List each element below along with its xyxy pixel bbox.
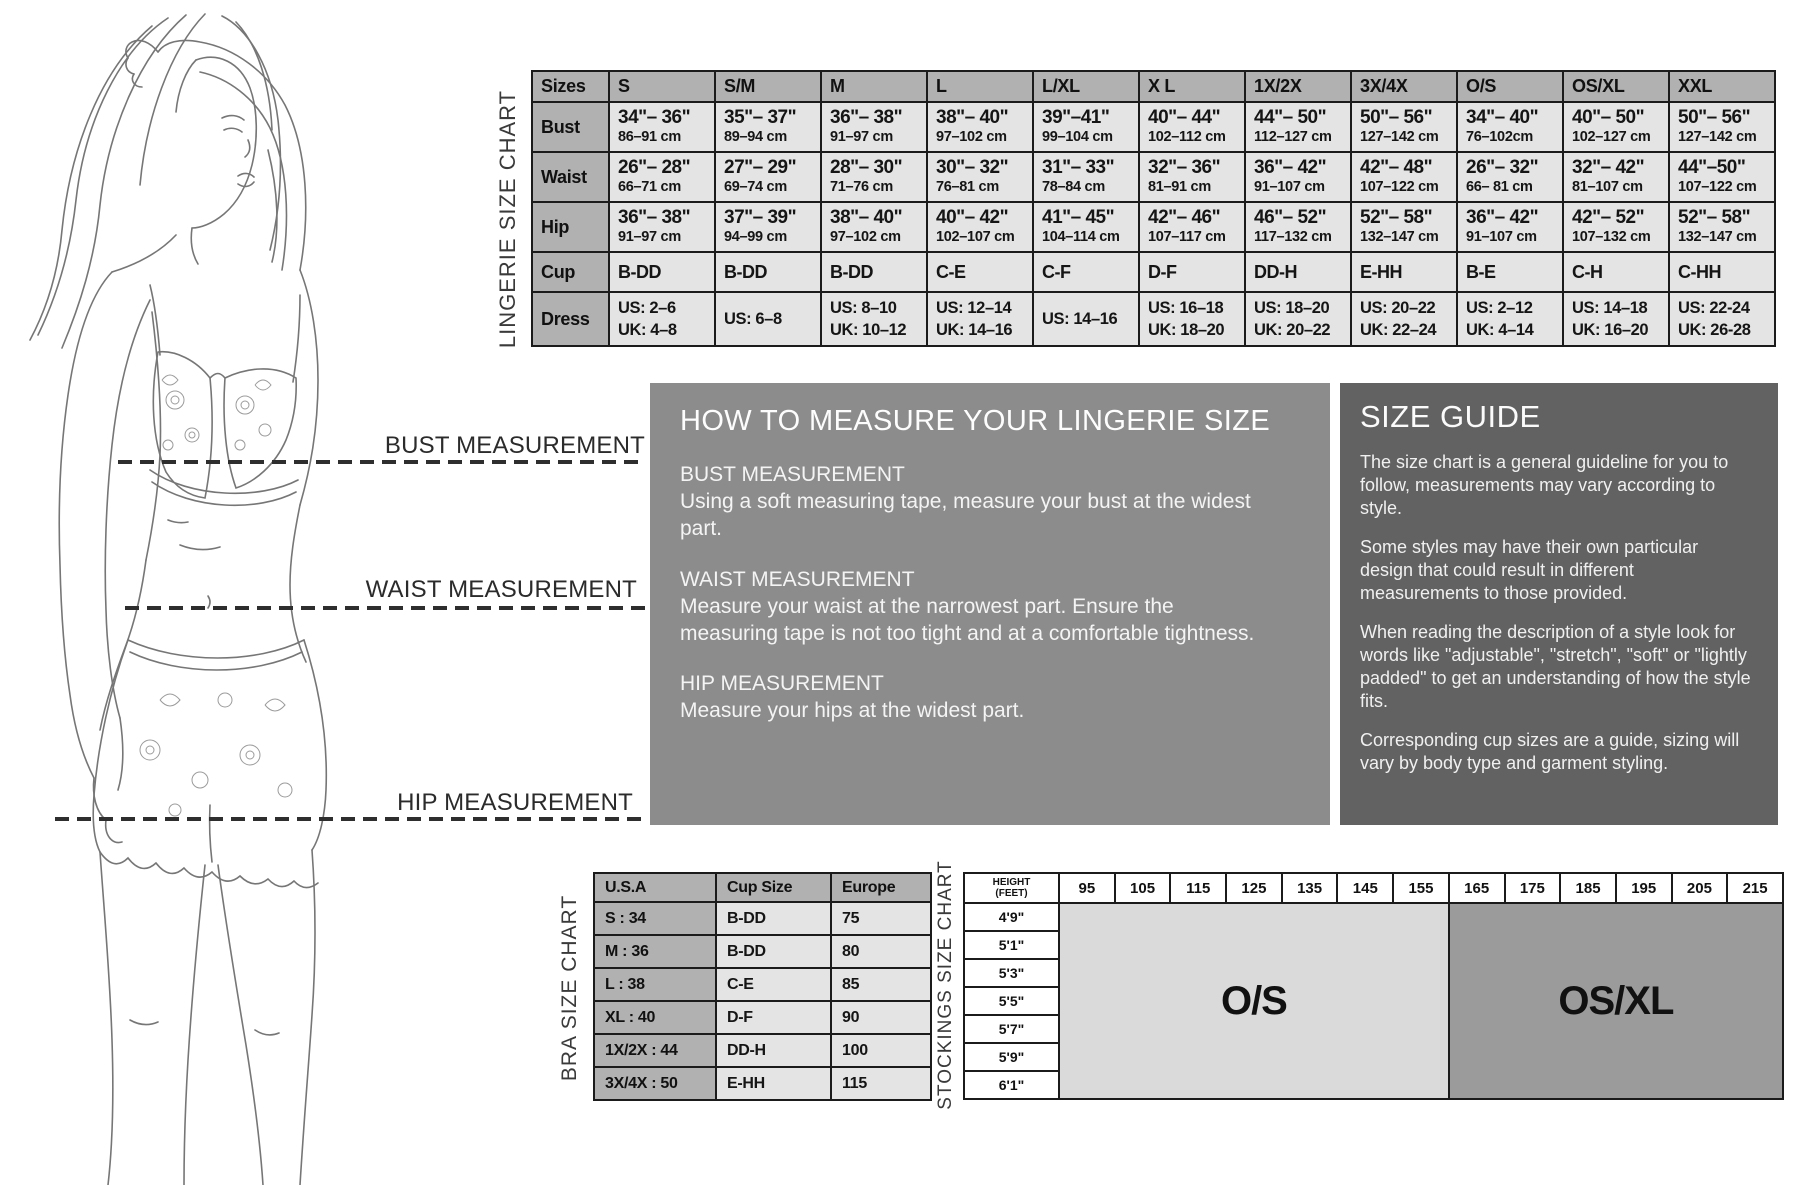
size-cell: 36"– 38" 91–97 cm — [609, 202, 715, 252]
size-cell: 32"– 36" 81–91 cm — [1139, 152, 1245, 202]
bra-row — [594, 1034, 931, 1067]
bra-europe-cell: 90 — [831, 1001, 931, 1034]
measure-section-hip — [680, 672, 1300, 724]
table-header-row — [532, 71, 1775, 102]
size-cell: 36"– 42" 91–107 cm — [1457, 202, 1563, 252]
size-column-header: S/M — [715, 71, 821, 102]
size-column-header: M — [821, 71, 927, 102]
height-label: 5'3" — [964, 959, 1059, 987]
size-guide-paragraph: When reading the description of a style look for words like "adjustable", "stretch", "soft" or "lightly padded" to get an understanding of how the style fits. — [1360, 622, 1751, 712]
bra-europe-cell: 80 — [831, 935, 931, 968]
size-column-header: OS/XL — [1563, 71, 1669, 102]
measure-section-body: Using a soft measuring tape, measure your bust at the widest part. — [680, 490, 1251, 541]
bra-size-table — [593, 872, 932, 1101]
bra-cup-cell: E-HH — [716, 1067, 831, 1100]
size-cell: B-DD — [821, 252, 927, 292]
corner-cell: Sizes — [532, 71, 609, 102]
size-cell: US: 2–12 UK: 4–14 — [1457, 292, 1563, 346]
size-cell: US: 14–16 — [1033, 292, 1139, 346]
size-cell: D-F — [1139, 252, 1245, 292]
size-column-header: S — [609, 71, 715, 102]
size-cell: 32"– 42" 81–107 cm — [1563, 152, 1669, 202]
size-cell: 31"– 33" 78–84 cm — [1033, 152, 1139, 202]
stocking-col-header: 205 — [1672, 873, 1728, 903]
size-cell: 36"– 42" 91–107 cm — [1245, 152, 1351, 202]
size-cell: B-DD — [609, 252, 715, 292]
size-cell: 44"– 50" 112–127 cm — [1245, 102, 1351, 152]
height-label: 5'1" — [964, 931, 1059, 959]
bra-usa-cell: XL : 40 — [594, 1001, 716, 1034]
measure-section-bust — [680, 463, 1300, 543]
size-cell: 44"–50" 107–122 cm — [1669, 152, 1775, 202]
size-cell: US: 14–18 UK: 16–20 — [1563, 292, 1669, 346]
bra-col-header: U.S.A — [594, 873, 716, 902]
size-guide-panel — [1340, 383, 1778, 825]
size-cell: 40"– 42" 102–107 cm — [927, 202, 1033, 252]
size-cell: 38"– 40" 97–102 cm — [927, 102, 1033, 152]
bra-usa-cell: S : 34 — [594, 902, 716, 935]
stockings-header-row — [964, 873, 1783, 903]
row-label: Bust — [532, 102, 609, 152]
measure-section-waist — [680, 568, 1300, 648]
row-label: Cup — [532, 252, 609, 292]
table-row — [532, 252, 1775, 292]
size-cell: 50"– 56" 127–142 cm — [1351, 102, 1457, 152]
region-osxl: OS/XL — [1449, 903, 1783, 1099]
size-cell: DD-H — [1245, 252, 1351, 292]
height-feet-header: HEIGHT (FEET) — [964, 873, 1059, 903]
stocking-col-header: 145 — [1337, 873, 1393, 903]
stocking-col-header: 155 — [1393, 873, 1449, 903]
bra-row — [594, 968, 931, 1001]
bra-cup-cell: D-F — [716, 1001, 831, 1034]
stocking-col-header: 125 — [1226, 873, 1282, 903]
stocking-col-header: 175 — [1505, 873, 1561, 903]
bra-row — [594, 902, 931, 935]
height-label: 5'7" — [964, 1015, 1059, 1043]
bust-dashed-line — [118, 460, 645, 464]
size-cell: 27"– 29" 69–74 cm — [715, 152, 821, 202]
stockings-size-table — [963, 872, 1784, 1100]
size-cell: US: 18–20 UK: 20–22 — [1245, 292, 1351, 346]
size-cell: 26"– 28" 66–71 cm — [609, 152, 715, 202]
size-cell: 26"– 32" 66– 81 cm — [1457, 152, 1563, 202]
size-cell: C-HH — [1669, 252, 1775, 292]
bra-col-header: Cup Size — [716, 873, 831, 902]
size-cell: US: 16–18 UK: 18–20 — [1139, 292, 1245, 346]
table-row — [532, 292, 1775, 346]
how-to-measure-panel — [650, 383, 1330, 825]
bra-row — [594, 1001, 931, 1034]
stocking-col-header: 185 — [1560, 873, 1616, 903]
size-cell: 36"– 38" 91–97 cm — [821, 102, 927, 152]
lingerie-chart-vertical-label: LINGERIE SIZE CHART — [495, 89, 520, 349]
size-cell: 39"–41" 99–104 cm — [1033, 102, 1139, 152]
bra-row — [594, 935, 931, 968]
bra-europe-cell: 75 — [831, 902, 931, 935]
bra-header-row — [594, 873, 931, 902]
stocking-col-header: 115 — [1170, 873, 1226, 903]
waist-measurement-callout: WAIST MEASUREMENT — [365, 576, 637, 603]
bra-europe-cell: 85 — [831, 968, 931, 1001]
bra-chart-vertical-label: BRA SIZE CHART — [558, 894, 581, 1082]
size-cell: 50"– 56" 127–142 cm — [1669, 102, 1775, 152]
size-guide-paragraph: The size chart is a general guideline for you to follow, measurements may vary according to style. — [1360, 452, 1729, 519]
size-guide-paragraph: Some styles may have their own particular design that could result in different measurements to those provided. — [1360, 537, 1699, 604]
size-cell: 42"– 48" 107–122 cm — [1351, 152, 1457, 202]
size-cell: B-E — [1457, 252, 1563, 292]
bra-cup-cell: B-DD — [716, 902, 831, 935]
size-cell: 34"– 36" 86–91 cm — [609, 102, 715, 152]
region-os: O/S — [1059, 903, 1449, 1099]
size-guide-title: SIZE GUIDE — [1360, 399, 1541, 434]
size-cell: 42"– 46" 107–117 cm — [1139, 202, 1245, 252]
height-label: 5'5" — [964, 987, 1059, 1015]
measure-section-body: Measure your waist at the narrowest part. Ensure the measuring tape is not too tight and at a comfortable tightness. — [680, 594, 1255, 645]
measure-section-heading: BUST MEASUREMENT — [680, 463, 905, 486]
bra-cup-cell: DD-H — [716, 1034, 831, 1067]
size-cell: C-E — [927, 252, 1033, 292]
size-cell: 34"– 40" 76–102cm — [1457, 102, 1563, 152]
lingerie-size-table — [531, 70, 1776, 347]
bust-measurement-callout: BUST MEASUREMENT — [384, 432, 645, 459]
size-cell: C-F — [1033, 252, 1139, 292]
height-label: 4'9" — [964, 903, 1059, 931]
size-guide-paragraph: Corresponding cup sizes are a guide, sizing will vary by body type and garment styling. — [1360, 730, 1740, 774]
size-cell: US: 20–22 UK: 22–24 — [1351, 292, 1457, 346]
how-to-measure-title: HOW TO MEASURE YOUR LINGERIE SIZE — [680, 405, 1271, 437]
size-cell: 38"– 40" 97–102 cm — [821, 202, 927, 252]
size-cell: 28"– 30" 71–76 cm — [821, 152, 927, 202]
size-cell: 40"– 44" 102–112 cm — [1139, 102, 1245, 152]
size-cell: US: 22-24 UK: 26-28 — [1669, 292, 1775, 346]
stockings-row — [964, 903, 1783, 931]
row-label: Dress — [532, 292, 609, 346]
waist-dashed-line — [125, 606, 645, 610]
measure-section-body: Measure your hips at the widest part. — [680, 699, 1025, 723]
size-cell: C-H — [1563, 252, 1669, 292]
stocking-col-header: 215 — [1727, 873, 1783, 903]
bra-cup-cell: C-E — [716, 968, 831, 1001]
size-cell: 46"– 52" 117–132 cm — [1245, 202, 1351, 252]
table-row — [532, 152, 1775, 202]
bra-usa-cell: L : 38 — [594, 968, 716, 1001]
table-row — [532, 202, 1775, 252]
size-cell: US: 12–14 UK: 14–16 — [927, 292, 1033, 346]
size-column-header: XXL — [1669, 71, 1775, 102]
size-cell: US: 6–8 — [715, 292, 821, 346]
bra-europe-cell: 115 — [831, 1067, 931, 1100]
measure-section-heading: WAIST MEASUREMENT — [680, 567, 915, 591]
measure-section-heading: HIP MEASUREMENT — [680, 672, 884, 696]
size-cell: 37"– 39" 94–99 cm — [715, 202, 821, 252]
size-cell: 35"– 37" 89–94 cm — [715, 102, 821, 152]
bra-cup-cell: B-DD — [716, 935, 831, 968]
size-cell: 42"– 52" 107–132 cm — [1563, 202, 1669, 252]
size-column-header: X L — [1139, 71, 1245, 102]
size-column-header: L/XL — [1033, 71, 1139, 102]
size-cell: US: 8–10 UK: 10–12 — [821, 292, 927, 346]
bra-col-header: Europe — [831, 873, 931, 902]
hip-measurement-callout: HIP MEASUREMENT — [397, 789, 633, 816]
size-cell: 30"– 32" 76–81 cm — [927, 152, 1033, 202]
row-label: Waist — [532, 152, 609, 202]
stocking-col-header: 95 — [1059, 873, 1115, 903]
stocking-col-header: 165 — [1449, 873, 1505, 903]
size-cell: 41"– 45" 104–114 cm — [1033, 202, 1139, 252]
bra-usa-cell: M : 36 — [594, 935, 716, 968]
size-column-header: 1X/2X — [1245, 71, 1351, 102]
bra-row — [594, 1067, 931, 1100]
size-cell: 52"– 58" 132–147 cm — [1669, 202, 1775, 252]
size-cell: 52"– 58" 132–147 cm — [1351, 202, 1457, 252]
size-cell: B-DD — [715, 252, 821, 292]
size-cell: 40"– 50" 102–127 cm — [1563, 102, 1669, 152]
size-cell: E-HH — [1351, 252, 1457, 292]
stocking-col-header: 195 — [1616, 873, 1672, 903]
height-label: 6'1" — [964, 1071, 1059, 1099]
size-cell: US: 2–6 UK: 4–8 — [609, 292, 715, 346]
bra-usa-cell: 1X/2X : 44 — [594, 1034, 716, 1067]
size-column-header: O/S — [1457, 71, 1563, 102]
stocking-col-header: 135 — [1282, 873, 1338, 903]
bra-usa-cell: 3X/4X : 50 — [594, 1067, 716, 1100]
hip-dashed-line — [55, 817, 645, 821]
height-label: 5'9" — [964, 1043, 1059, 1071]
table-row — [532, 102, 1775, 152]
bra-europe-cell: 100 — [831, 1034, 931, 1067]
stockings-chart-vertical-label: STOCKINGS SIZE CHART — [935, 860, 956, 1110]
row-label: Hip — [532, 202, 609, 252]
stocking-col-header: 105 — [1115, 873, 1171, 903]
size-column-header: 3X/4X — [1351, 71, 1457, 102]
size-column-header: L — [927, 71, 1033, 102]
